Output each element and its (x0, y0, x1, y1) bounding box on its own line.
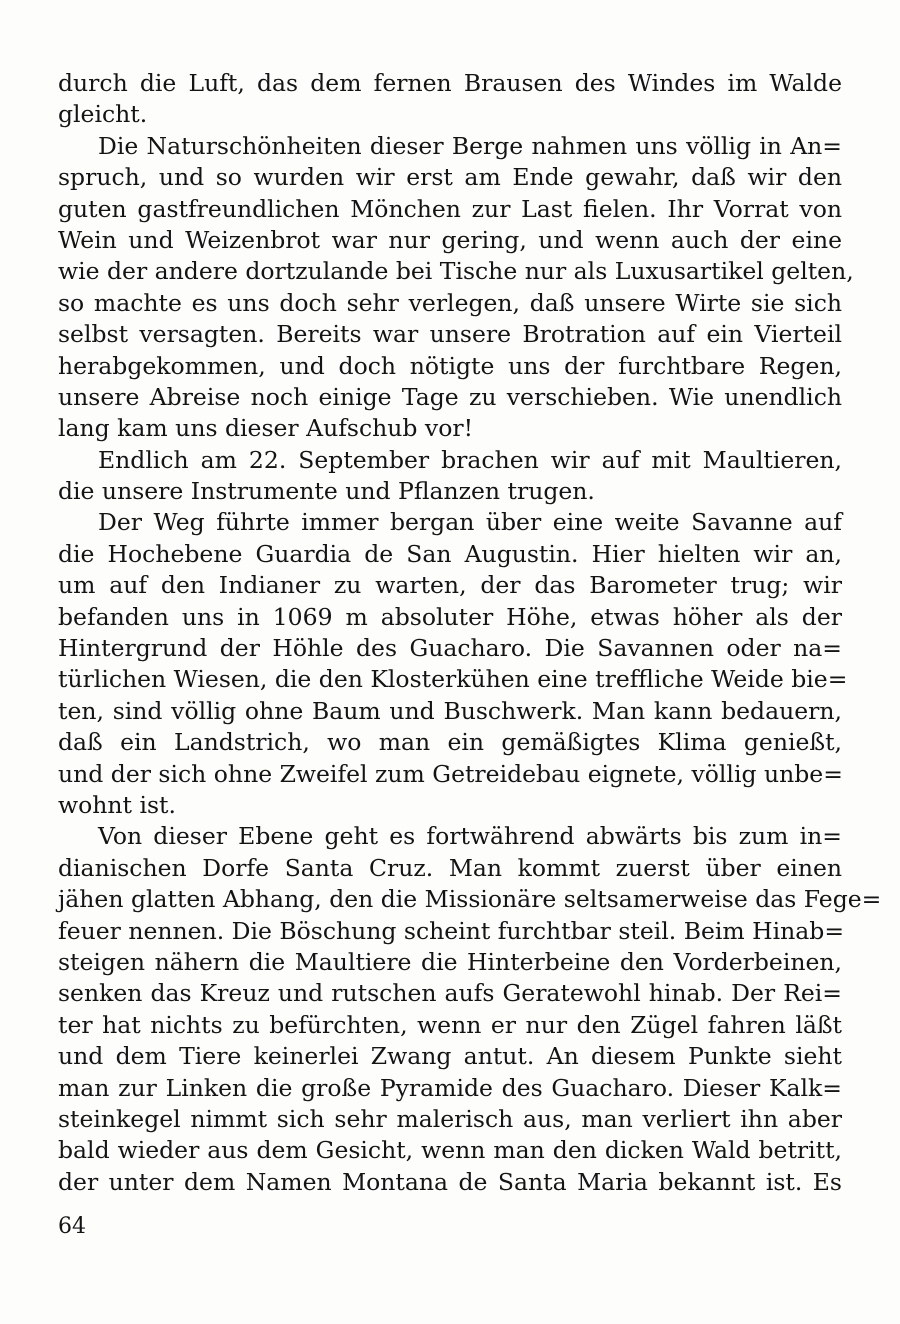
text-line: man zur Linken die große Pyramide des Guacharo. Dieser Kalk= (58, 1073, 842, 1102)
text-line: steinkegel nimmt sich sehr malerisch aus, man verliert ihn aber (58, 1104, 842, 1133)
paragraph-2 (58, 131, 854, 445)
text-line: die unsere Instrumente und Pflanzen trugen. (58, 477, 595, 506)
paragraph-1 (58, 68, 842, 131)
text-line: Endlich am 22. September brachen wir auf mit Maultieren, (98, 445, 842, 474)
text-line: spruch, und so wurden wir erst am Ende gewahr, daß wir den (58, 163, 842, 192)
text-line: so machte es uns doch sehr verlegen, daß unsere Wirte sie sich (58, 288, 842, 317)
text-line: und dem Tiere keinerlei Zwang antut. An diesem Punkte sieht (58, 1042, 842, 1071)
text-line: daß ein Landstrich, wo man ein gemäßigtes Klima genießt, (58, 728, 842, 757)
text-line: ten, sind völlig ohne Baum und Buschwerk. Man kann bedauern, (58, 696, 842, 725)
text-line: dianischen Dorfe Santa Cruz. Man kommt zuerst über einen (58, 853, 842, 882)
paragraph-4 (58, 507, 848, 821)
text-line: Von dieser Ebene geht es fortwährend abwärts bis zum in= (98, 822, 842, 851)
text-line: Der Weg führte immer bergan über eine weite Savanne auf (98, 508, 842, 537)
text-line: bald wieder aus dem Gesicht, wenn man den dicken Wald betritt, (58, 1136, 842, 1165)
text-line: durch die Luft, das dem fernen Brausen des Windes im Walde (58, 69, 842, 97)
text-line: Die Naturschönheiten dieser Berge nahmen uns völlig in An= (98, 131, 842, 160)
text-line: wohnt ist. (58, 790, 176, 819)
text-line: um auf den Indianer zu warten, der das Barometer trug; wir (58, 571, 842, 600)
text-line: Hintergrund der Höhle des Guacharo. Die Savannen oder na= (58, 634, 842, 663)
page-number: 64 (58, 1214, 86, 1239)
text-line: wie der andere dortzulande bei Tische nur als Luxusartikel gelten, (58, 257, 854, 286)
paragraph-3 (58, 445, 842, 508)
text-line: unsere Abreise noch einige Tage zu verschieben. Wie unendlich (58, 382, 842, 411)
paragraph-5 (58, 821, 882, 1198)
text-line: befanden uns in 1069 m absoluter Höhe, etwas höher als der (58, 602, 842, 631)
text-line: jähen glatten Abhang, den die Missionäre seltsamerweise das Fege= (58, 885, 882, 914)
text-line: der unter dem Namen Montana de Santa Maria bekannt ist. Es (58, 1167, 842, 1196)
text-line: gleicht. (58, 100, 148, 129)
text-line: türlichen Wiesen, die den Klosterkühen eine treffliche Weide bie= (58, 665, 848, 694)
text-line: ter hat nichts zu befürchten, wenn er nur den Zügel fahren läßt (58, 1010, 842, 1039)
text-line: herabgekommen, und doch nötigte uns der furchtbare Regen, (58, 351, 842, 380)
text-line: Wein und Weizenbrot war nur gering, und wenn auch der eine (58, 225, 842, 254)
text-line: feuer nennen. Die Böschung scheint furchtbar steil. Beim Hinab= (58, 916, 845, 945)
text-line: senken das Kreuz und rutschen aufs Geratewohl hinab. Der Rei= (58, 979, 842, 1008)
text-line: die Hochebene Guardia de San Augustin. Hier hielten wir an, (58, 539, 842, 568)
text-line: und der sich ohne Zweifel zum Getreidebau eignete, völlig unbe= (58, 759, 843, 788)
text-line: steigen nähern die Maultiere die Hinterbeine den Vorderbeinen, (58, 947, 842, 976)
text-line: lang kam uns dieser Aufschub vor! (58, 414, 474, 443)
text-line: selbst versagten. Bereits war unsere Brotration auf ein Vierteil (58, 320, 842, 349)
text-line: guten gastfreundlichen Mönchen zur Last fielen. Ihr Vorrat von (58, 194, 842, 223)
body-text (58, 68, 882, 1198)
